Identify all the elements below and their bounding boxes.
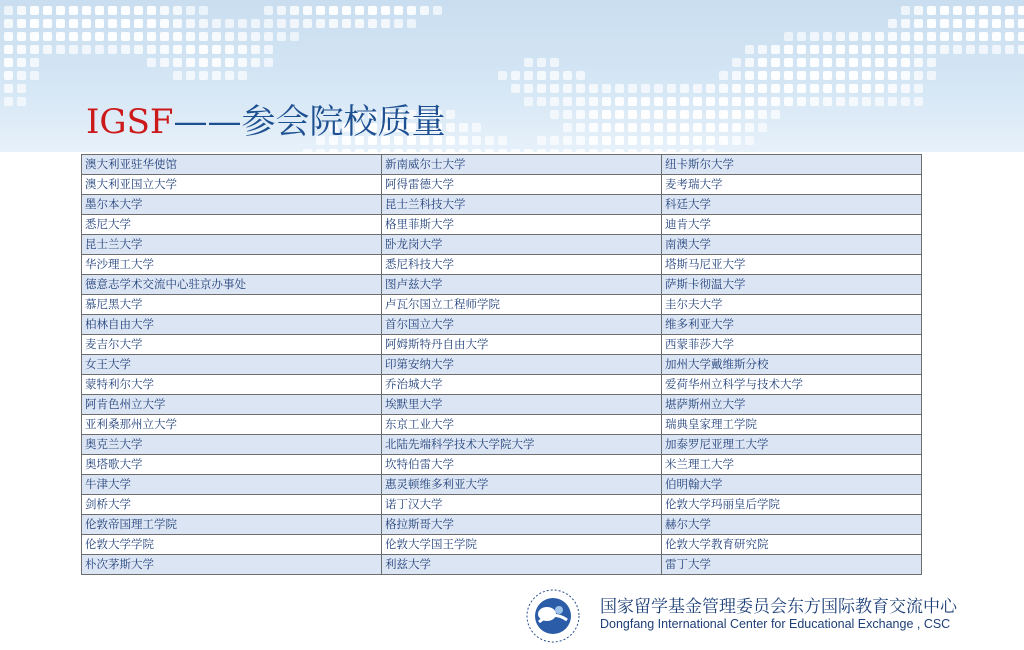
table-row bbox=[82, 455, 922, 475]
table-cell: 惠灵顿维多利亚大学 bbox=[382, 475, 662, 495]
table-cell: 新南威尔士大学 bbox=[382, 155, 662, 175]
table-cell: 麦吉尔大学 bbox=[82, 335, 382, 355]
table-cell: 卢瓦尔国立工程师学院 bbox=[382, 295, 662, 315]
table-row bbox=[82, 495, 922, 515]
table-cell: 伦敦大学教育研究院 bbox=[662, 535, 922, 555]
table-row bbox=[82, 515, 922, 535]
table-cell: 乔治城大学 bbox=[382, 375, 662, 395]
table-cell: 伦敦帝国理工学院 bbox=[82, 515, 382, 535]
table-cell: 卧龙岗大学 bbox=[382, 235, 662, 255]
table-cell: 阿得雷德大学 bbox=[382, 175, 662, 195]
table-cell: 亚利桑那州立大学 bbox=[82, 415, 382, 435]
table-cell: 西蒙菲莎大学 bbox=[662, 335, 922, 355]
table-row bbox=[82, 555, 922, 575]
table-row bbox=[82, 255, 922, 275]
table-row bbox=[82, 475, 922, 495]
table-cell: 墨尔本大学 bbox=[82, 195, 382, 215]
table-cell: 牛津大学 bbox=[82, 475, 382, 495]
institution-table bbox=[81, 154, 922, 575]
table-row bbox=[82, 155, 922, 175]
table-row bbox=[82, 355, 922, 375]
slide-title-en: IGSF bbox=[86, 102, 174, 142]
table-row bbox=[82, 395, 922, 415]
slide-title bbox=[86, 100, 445, 144]
table-cell: 剑桥大学 bbox=[82, 495, 382, 515]
table-cell: 爱荷华州立科学与技术大学 bbox=[662, 375, 922, 395]
table-row bbox=[82, 275, 922, 295]
table-cell: 格里菲斯大学 bbox=[382, 215, 662, 235]
table-cell: 奥塔歌大学 bbox=[82, 455, 382, 475]
footer-org-en: Dongfang International Center for Educational Exchange , CSC bbox=[600, 617, 951, 631]
table-cell: 朴次茅斯大学 bbox=[82, 555, 382, 575]
table-row bbox=[82, 175, 922, 195]
institution-table-wrap bbox=[81, 154, 921, 575]
table-cell: 蒙特利尔大学 bbox=[82, 375, 382, 395]
table-cell: 悉尼大学 bbox=[82, 215, 382, 235]
table-cell: 昆士兰大学 bbox=[82, 235, 382, 255]
table-cell: 昆士兰科技大学 bbox=[382, 195, 662, 215]
table-cell: 塔斯马尼亚大学 bbox=[662, 255, 922, 275]
table-cell: 埃默里大学 bbox=[382, 395, 662, 415]
table-cell: 首尔国立大学 bbox=[382, 315, 662, 335]
table-cell: 慕尼黑大学 bbox=[82, 295, 382, 315]
table-cell: 澳大利亚国立大学 bbox=[82, 175, 382, 195]
slide-title-zh: ——参会院校质量 bbox=[173, 102, 446, 142]
table-row bbox=[82, 435, 922, 455]
table-cell: 北陆先端科学技术大学院大学 bbox=[382, 435, 662, 455]
footer-org-zh: 国家留学基金管理委员会东方国际教育交流中心 bbox=[600, 597, 957, 617]
table-cell: 雷丁大学 bbox=[662, 555, 922, 575]
table-cell: 米兰理工大学 bbox=[662, 455, 922, 475]
table-cell: 南澳大学 bbox=[662, 235, 922, 255]
table-row bbox=[82, 295, 922, 315]
table-cell: 利兹大学 bbox=[382, 555, 662, 575]
table-row bbox=[82, 235, 922, 255]
table-cell: 伦敦大学学院 bbox=[82, 535, 382, 555]
table-cell: 纽卡斯尔大学 bbox=[662, 155, 922, 175]
table-row bbox=[82, 415, 922, 435]
table-cell: 迪肯大学 bbox=[662, 215, 922, 235]
csc-council-logo-icon bbox=[519, 582, 587, 650]
table-cell: 麦考瑞大学 bbox=[662, 175, 922, 195]
table-cell: 女王大学 bbox=[82, 355, 382, 375]
table-cell: 萨斯卡彻温大学 bbox=[662, 275, 922, 295]
table-row bbox=[82, 375, 922, 395]
table-cell: 伦敦大学国王学院 bbox=[382, 535, 662, 555]
table-cell: 德意志学术交流中心驻京办事处 bbox=[82, 275, 382, 295]
table-cell: 悉尼科技大学 bbox=[382, 255, 662, 275]
table-cell: 柏林自由大学 bbox=[82, 315, 382, 335]
table-cell: 瑞典皇家理工学院 bbox=[662, 415, 922, 435]
table-cell: 加泰罗尼亚理工大学 bbox=[662, 435, 922, 455]
table-cell: 圭尔夫大学 bbox=[662, 295, 922, 315]
table-cell: 澳大利亚驻华使馆 bbox=[82, 155, 382, 175]
table-cell: 阿肯色州立大学 bbox=[82, 395, 382, 415]
table-row bbox=[82, 535, 922, 555]
table-cell: 图卢兹大学 bbox=[382, 275, 662, 295]
table-cell: 诺丁汉大学 bbox=[382, 495, 662, 515]
table-row bbox=[82, 315, 922, 335]
table-cell: 赫尔大学 bbox=[662, 515, 922, 535]
table-cell: 科廷大学 bbox=[662, 195, 922, 215]
table-cell: 印第安纳大学 bbox=[382, 355, 662, 375]
table-cell: 维多利亚大学 bbox=[662, 315, 922, 335]
table-row bbox=[82, 335, 922, 355]
table-cell: 格拉斯哥大学 bbox=[382, 515, 662, 535]
table-row bbox=[82, 195, 922, 215]
table-cell: 奥克兰大学 bbox=[82, 435, 382, 455]
table-cell: 伦敦大学玛丽皇后学院 bbox=[662, 495, 922, 515]
table-cell: 堪萨斯州立大学 bbox=[662, 395, 922, 415]
table-cell: 东京工业大学 bbox=[382, 415, 662, 435]
table-cell: 阿姆斯特丹自由大学 bbox=[382, 335, 662, 355]
table-cell: 华沙理工大学 bbox=[82, 255, 382, 275]
table-cell: 伯明翰大学 bbox=[662, 475, 922, 495]
table-cell: 坎特伯雷大学 bbox=[382, 455, 662, 475]
table-row bbox=[82, 215, 922, 235]
table-cell: 加州大学戴维斯分校 bbox=[662, 355, 922, 375]
